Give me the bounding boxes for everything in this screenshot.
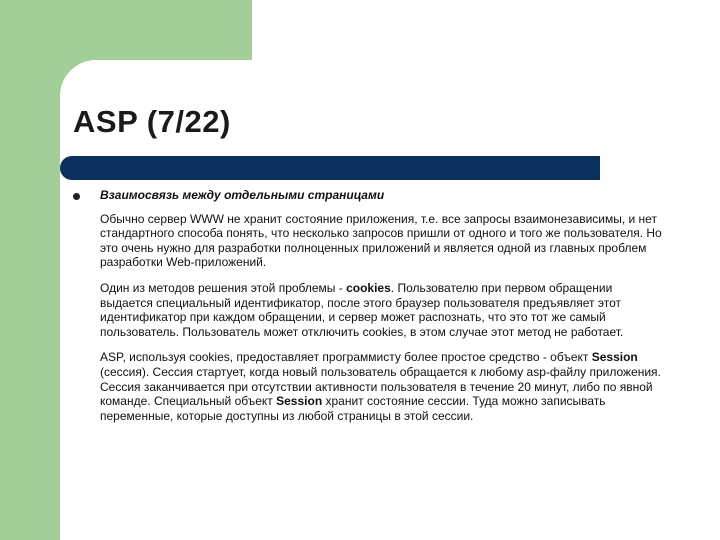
paragraph-3 xyxy=(100,350,665,423)
session-term-2: Session xyxy=(276,394,323,409)
paragraph-3-text: ASP, используя cookies, предоставляет программисту более простое средство - объект xyxy=(100,350,592,365)
paragraph-3-text-cont: (сессия). Сессия стартует, когда новый пользователь обращается к любому asp-файлу приложения. Сессия заканчивается при отсутствии активности пользователя в течение 20 минут, либо по явной команде. Специальный объект xyxy=(100,364,661,409)
session-term: Session xyxy=(591,350,638,365)
title-underline-bar xyxy=(60,156,600,180)
slide-body xyxy=(100,188,665,434)
bullet-dot-icon xyxy=(73,193,80,200)
paragraph-1: Обычно сервер WWW не хранит состояние приложения, т.е. все запросы взаимонезависимы, и нет стандартного способа понять, что несколько запросов пришли от одного и того же пользователя. Но это очень нужно для разработки полноценных приложений и является одной из главных проблем разработки Web-приложений. xyxy=(100,211,662,270)
paragraph-2-text-cont: . Пользователю при первом обращении выдается специальный идентификатор, после этого браузер пользователя предъявляет этот идентификатор при каждом обращении, и сервер может распознать, что это тот же самый пользователь. Пользователь может отключить cookies, в этом случае этот метод не работает. xyxy=(100,280,624,339)
cookies-term: cookies xyxy=(346,280,391,295)
bullet-heading: Взаимосвязь между отдельными страницами xyxy=(100,188,385,202)
slide-title: ASP (7/22) xyxy=(73,104,231,139)
paragraph-2-text: Один из методов решения этой проблемы - xyxy=(100,280,347,295)
paragraph-3-text-end: хранит состояние сессии. Туда можно записывать переменные, которые доступны из любой страницы в этой сессии. xyxy=(100,394,606,423)
paragraph-2 xyxy=(100,281,665,339)
